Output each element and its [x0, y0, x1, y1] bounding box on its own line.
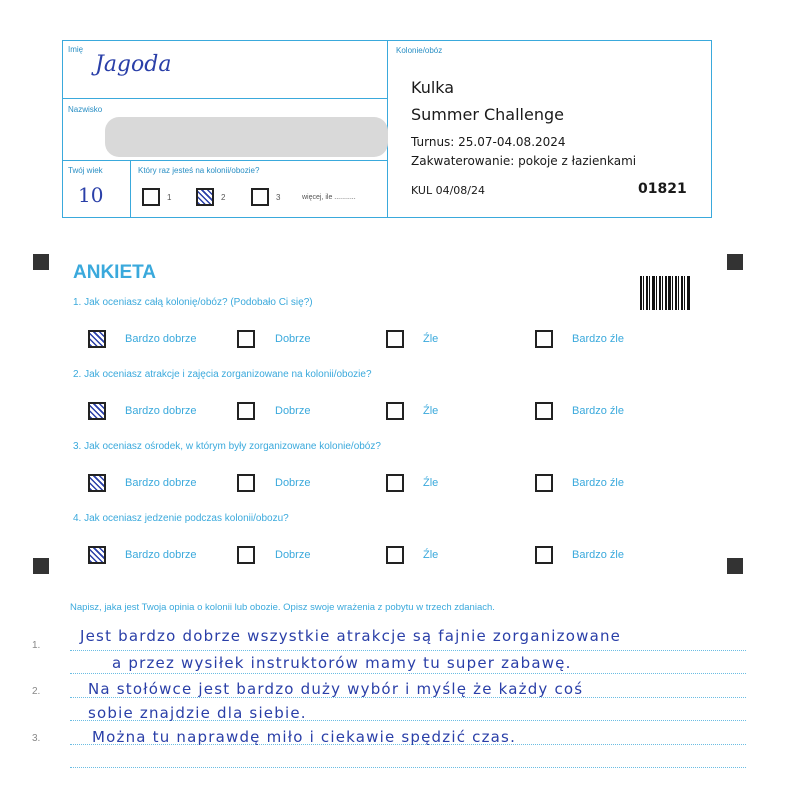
imie-value[interactable]: Jagoda	[95, 52, 172, 77]
q2-option-bardzo-dobrze: Bardzo dobrze	[125, 405, 197, 417]
ktory-raz-checkbox-2[interactable]	[196, 188, 214, 206]
zakwaterowanie: Zakwaterowanie: pokoje z łazienkami	[411, 154, 637, 168]
registration-mark	[727, 254, 743, 270]
q2-checkbox-bardzo-dobrze[interactable]	[88, 402, 106, 420]
q2-checkbox-dobrze[interactable]	[237, 402, 255, 420]
q4-checkbox-bardzo-dobrze[interactable]	[88, 546, 106, 564]
q1-option-zle: Źle	[423, 333, 439, 345]
ktory-raz-option-3: 3	[276, 193, 281, 202]
q4-option-zle: Źle	[423, 549, 439, 561]
q3-option-zle: Źle	[423, 477, 439, 489]
line-number-1: 1.	[32, 640, 41, 651]
q4-option-dobrze: Dobrze	[275, 549, 311, 561]
camp-name: Kulka	[411, 78, 455, 97]
kolonie-label: Kolonie/obóz	[396, 46, 443, 55]
q3-checkbox-zle[interactable]	[386, 474, 404, 492]
question-1: 1. Jak oceniasz całą kolonię/obóz? (Podobało Ci się?)	[73, 297, 313, 308]
q3-checkbox-bardzo-dobrze[interactable]	[88, 474, 106, 492]
q2-checkbox-bardzo-zle[interactable]	[535, 402, 553, 420]
q4-option-bardzo-dobrze: Bardzo dobrze	[125, 549, 197, 561]
imie-label: Imię	[68, 45, 84, 54]
line-number-2: 2.	[32, 686, 41, 697]
registration-mark	[33, 558, 49, 574]
camp-program: Summer Challenge	[411, 105, 564, 124]
q1-checkbox-bardzo-dobrze[interactable]	[88, 330, 106, 348]
wiecej-label: więcej, ile ...........	[302, 194, 356, 201]
q4-checkbox-dobrze[interactable]	[237, 546, 255, 564]
q2-checkbox-zle[interactable]	[386, 402, 404, 420]
wiek-label: Twój wiek	[68, 166, 103, 175]
q3-checkbox-bardzo-zle[interactable]	[535, 474, 553, 492]
question-2: 2. Jak oceniasz atrakcje i zajęcia zorganizowane na kolonii/obozie?	[73, 369, 372, 380]
answer-line	[70, 767, 746, 768]
q4-checkbox-zle[interactable]	[386, 546, 404, 564]
ktory-raz-checkbox-1[interactable]	[142, 188, 160, 206]
answer-line	[70, 650, 746, 651]
q1-option-dobrze: Dobrze	[275, 333, 311, 345]
answer-line	[70, 673, 746, 674]
q3-option-dobrze: Dobrze	[275, 477, 311, 489]
q4-option-bardzo-zle: Bardzo źle	[572, 549, 624, 561]
q1-checkbox-bardzo-zle[interactable]	[535, 330, 553, 348]
nazwisko-label: Nazwisko	[68, 105, 103, 114]
turnus: Turnus: 25.07-04.08.2024	[411, 135, 566, 149]
q2-option-zle: Źle	[423, 405, 439, 417]
barcode	[640, 276, 692, 310]
q2-option-dobrze: Dobrze	[275, 405, 311, 417]
q3-option-bardzo-dobrze: Bardzo dobrze	[125, 477, 197, 489]
opinion-prompt: Napisz, jaka jest Twoja opinia o kolonii lub obozie. Opisz swoje wrażenia z pobytu w trzech zdaniach.	[70, 602, 495, 613]
answer-text-line-2[interactable]: a przez wysiłek instruktorów mamy tu super zabawę.	[112, 654, 572, 672]
q1-option-bardzo-zle: Bardzo źle	[572, 333, 624, 345]
q1-checkbox-dobrze[interactable]	[237, 330, 255, 348]
q3-checkbox-dobrze[interactable]	[237, 474, 255, 492]
wiek-value[interactable]: 10	[78, 183, 104, 207]
answer-text-line-1[interactable]: Jest bardzo dobrze wszystkie atrakcje są fajnie zorganizowane	[80, 627, 622, 645]
q2-option-bardzo-zle: Bardzo źle	[572, 405, 624, 417]
question-4: 4. Jak oceniasz jedzenie podczas kolonii/obozu?	[73, 513, 289, 524]
nazwisko-redacted	[105, 117, 388, 157]
ktory-raz-label: Który raz jesteś na kolonii/obozie?	[138, 166, 260, 175]
line-number-3: 3.	[32, 733, 41, 744]
answer-text-line-4[interactable]: sobie znajdzie dla siebie.	[88, 704, 307, 722]
q1-option-bardzo-dobrze: Bardzo dobrze	[125, 333, 197, 345]
answer-text-line-3[interactable]: Na stołówce jest bardzo duży wybór i myślę że każdy coś	[88, 680, 584, 698]
registration-mark	[727, 558, 743, 574]
q1-checkbox-zle[interactable]	[386, 330, 404, 348]
question-3: 3. Jak oceniasz ośrodek, w którym były zorganizowane kolonie/obóz?	[73, 441, 381, 452]
form-number: 01821	[638, 181, 687, 197]
ktory-raz-checkbox-3[interactable]	[251, 188, 269, 206]
answer-text-line-5[interactable]: Można tu naprawdę miło i ciekawie spędzić czas.	[92, 728, 517, 746]
header-divider-1	[62, 98, 387, 99]
q4-checkbox-bardzo-zle[interactable]	[535, 546, 553, 564]
camp-code: KUL 04/08/24	[411, 184, 485, 197]
registration-mark	[33, 254, 49, 270]
header-divider-2	[62, 160, 387, 161]
q3-option-bardzo-zle: Bardzo źle	[572, 477, 624, 489]
ktory-raz-option-2: 2	[221, 193, 226, 202]
ktory-raz-option-1: 1	[167, 193, 172, 202]
header-divider-3	[130, 160, 131, 218]
survey-title: ANKIETA	[73, 262, 157, 283]
